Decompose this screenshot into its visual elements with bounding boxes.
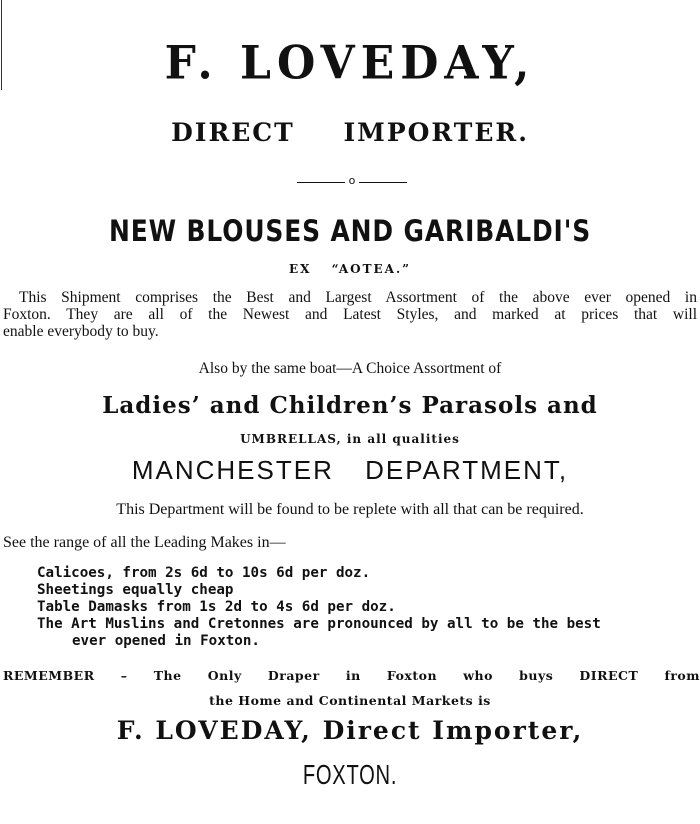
ship-name: EX “AOTEA.” bbox=[288, 262, 412, 276]
headline: NEW BLOUSES AND GARIBALDI'S bbox=[108, 214, 592, 248]
intro-line-2: Foxton. They are all of the Newest and Latest Styles, and marked at prices that will bbox=[3, 306, 697, 323]
intro-line-1: This Shipment comprises the Best and Largest Assortment of the above ever opened in bbox=[19, 289, 697, 306]
remember-line-1: REMEMBER – The Only Draper in Foxton who buys DIRECT from bbox=[3, 668, 700, 683]
range-intro: See the range of all the Leading Makes in— bbox=[3, 534, 286, 551]
ornament-divider bbox=[297, 172, 407, 192]
product-list bbox=[37, 565, 700, 650]
department-title: MANCHESTER DEPARTMENT, bbox=[131, 455, 569, 485]
footer-place: FOXTON. bbox=[302, 759, 398, 790]
merchant-title: DIRECT IMPORTER. bbox=[171, 118, 529, 147]
divider-dot: o bbox=[348, 174, 356, 187]
department-description: This Department will be found to be replete with all that can be required. bbox=[116, 501, 584, 518]
list-item-sheetings: Sheetings equally cheap bbox=[37, 582, 234, 598]
umbrellas-subheading: UMBRELLAS, in all qualities bbox=[240, 432, 460, 446]
divider-rule-right bbox=[359, 182, 407, 183]
remember-line-2: the Home and Continental Markets is bbox=[209, 693, 491, 708]
list-item-damasks: Table Damasks from 1s 2d to 4s 6d per doz. bbox=[37, 599, 396, 615]
list-item-calicoes: Calicoes, from 2s 6d to 10s 6d per doz. bbox=[37, 565, 371, 581]
divider-rule-left bbox=[297, 182, 345, 183]
also-text: Also by the same boat—A Choice Assortment of bbox=[198, 360, 502, 377]
list-item-muslins-continued: ever opened in Foxton. bbox=[72, 633, 260, 649]
intro-line-3: enable everybody to buy. bbox=[3, 323, 159, 340]
parasols-heading: Ladies’ and Children’s Parasols and bbox=[102, 392, 598, 419]
list-item-muslins: The Art Muslins and Cretonnes are pronounced by all to be the best bbox=[37, 616, 601, 632]
footer-merchant-name: F. LOVEDAY, Direct Importer, bbox=[116, 716, 584, 745]
merchant-name: F. LOVEDAY, bbox=[164, 36, 536, 91]
